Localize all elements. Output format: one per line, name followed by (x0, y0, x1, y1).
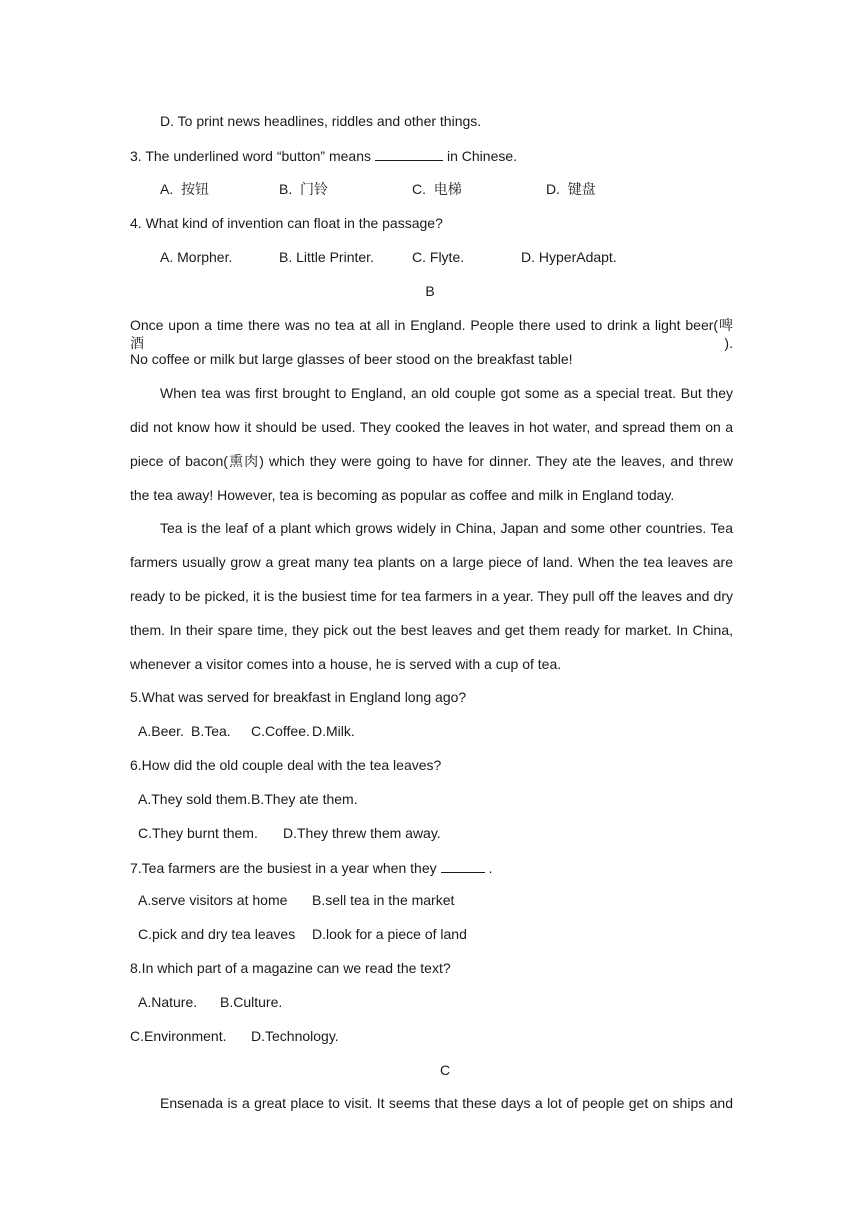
q3-stem-before: 3. The underlined word “button” means (130, 148, 371, 164)
q4-option-d: D. HyperAdapt. (521, 249, 617, 265)
q7-stem-before: 7.Tea farmers are the busiest in a year when they (130, 860, 437, 876)
passage-b-line: farmers usually grow a great many tea plants on a large piece of land. When the tea leaves are (130, 554, 733, 570)
q8-option-a: A.Nature. (138, 994, 198, 1010)
passage-b-line: the tea away! However, tea is becoming as popular as coffee and milk in England today. (130, 487, 675, 503)
q4-option-b: B. Little Printer. (279, 249, 374, 265)
passage-b-line: Once upon a time there was no tea at all in England. People there used to drink a light beer(啤酒). (130, 317, 733, 351)
question-4: 4. What kind of invention can float in the passage? (130, 215, 443, 231)
passage-b-line: ready to be picked, it is the busiest time for tea farmers in a year. They pull off the leaves and dry (130, 588, 733, 604)
passage-b-line: did not know how it should be used. They cooked the leaves in hot water, and spread them on a (130, 419, 733, 435)
q3-answer-blank (375, 146, 443, 161)
q5-option-d: D.Milk. (312, 723, 355, 739)
q3-option-d: D. 键盘 (546, 181, 596, 197)
q8-option-b: B.Culture. (220, 994, 283, 1010)
q6-option-d: D.They threw them away. (283, 825, 441, 841)
q7-option-b: B.sell tea in the market (312, 892, 455, 908)
passage-b-line: piece of bacon(熏肉) which they were going to have for dinner. They ate the leaves, and threw (130, 453, 733, 469)
q4-option-c: C. Flyte. (412, 249, 465, 265)
passage-b-line: Tea is the leaf of a plant which grows widely in China, Japan and some other countries. Tea (160, 520, 733, 536)
passage-b-line: them. In their spare time, they pick out the best leaves and get them ready for market. In China, (130, 622, 733, 638)
q4-option-a: A. Morpher. (160, 249, 233, 265)
q7-answer-blank (441, 858, 485, 873)
q3-option-b: B. 门铃 (279, 181, 329, 197)
question-3 (130, 146, 517, 165)
q8-option-c: C.Environment. (130, 1028, 227, 1044)
section-c-heading: C (440, 1062, 451, 1078)
question-8: 8.In which part of a magazine can we read the text? (130, 960, 451, 976)
section-b-heading: B (425, 283, 435, 299)
passage-b-line: whenever a visitor comes into a house, he is served with a cup of tea. (130, 656, 562, 672)
q3-option-a: A. 按钮 (160, 181, 210, 197)
q3-option-c: C. 电梯 (412, 181, 462, 197)
q7-option-c: C.pick and dry tea leaves (138, 926, 296, 942)
q5-option-b: B.Tea. (191, 723, 231, 739)
passage-b-line: When tea was first brought to England, an old couple got some as a special treat. But they (160, 385, 733, 401)
question-7 (130, 858, 493, 877)
q6-option-c: C.They burnt them. (138, 825, 258, 841)
q2-option-d: D. To print news headlines, riddles and other things. (160, 113, 482, 129)
q6-option-b: B.They ate them. (251, 791, 358, 807)
q8-option-d: D.Technology. (251, 1028, 339, 1044)
q6-option-a: A.They sold them. (138, 791, 251, 807)
q7-option-d: D.look for a piece of land (312, 926, 467, 942)
question-6: 6.How did the old couple deal with the tea leaves? (130, 757, 442, 773)
q7-stem-after: . (488, 860, 493, 876)
q7-option-a: A.serve visitors at home (138, 892, 288, 908)
q3-stem-after: in Chinese. (447, 148, 518, 164)
passage-b-line: No coffee or milk but large glasses of beer stood on the breakfast table! (130, 351, 573, 367)
q5-option-c: C.Coffee. (251, 723, 310, 739)
question-5: 5.What was served for breakfast in England long ago? (130, 689, 467, 705)
passage-c-line: Ensenada is a great place to visit. It seems that these days a lot of people get on ships and (160, 1095, 733, 1111)
q5-option-a: A.Beer. (138, 723, 184, 739)
